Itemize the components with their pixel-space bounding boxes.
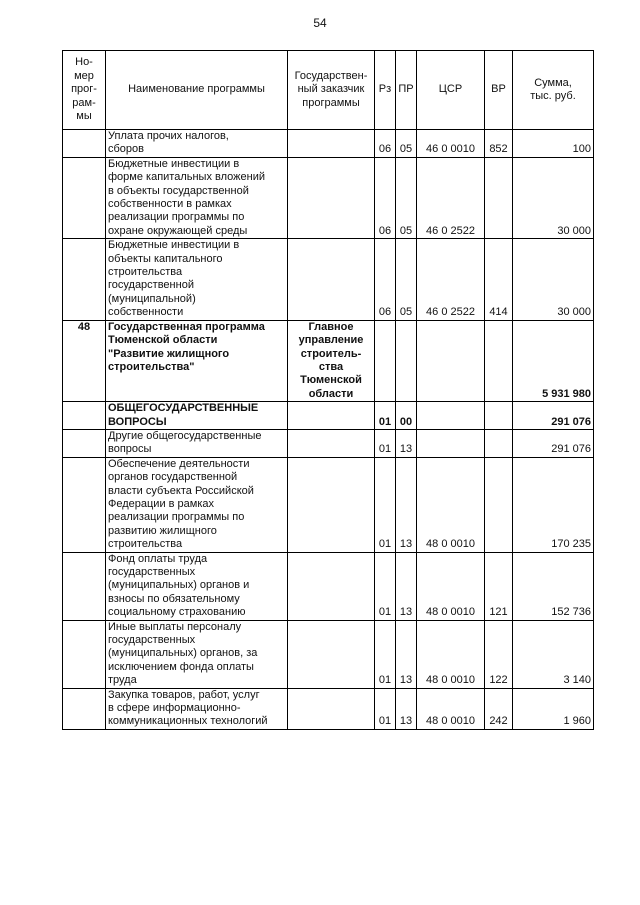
row-rz: 01 <box>375 402 396 430</box>
row-csr: 48 0 0010 <box>417 552 485 620</box>
row-sum: 1 960 <box>513 688 594 729</box>
row-sum: 3 140 <box>513 620 594 688</box>
row-name: Фонд оплаты труда государственных (муниципальных) органов и взносы по обязательному социальному страхованию <box>106 552 288 620</box>
table-row <box>63 457 594 552</box>
row-name: Иные выплаты персоналу государственных (муниципальных) органов, за исключением фонда оплаты труда <box>106 620 288 688</box>
header-customer: Государствен- ный заказчик программы <box>288 51 375 130</box>
row-name: Бюджетные инвестиции в объекты капитального строительства государственной (муниципальной) собственности <box>106 239 288 320</box>
row-vr: 852 <box>485 130 513 158</box>
row-vr: 414 <box>485 239 513 320</box>
row-sum: 30 000 <box>513 239 594 320</box>
row-csr <box>417 402 485 430</box>
row-customer <box>288 620 375 688</box>
row-rz: 06 <box>375 130 396 158</box>
header-rz: Рз <box>375 51 396 130</box>
row-program-number <box>63 552 106 620</box>
row-pr: 13 <box>396 552 417 620</box>
row-vr <box>485 457 513 552</box>
row-program-number: 48 <box>63 320 106 401</box>
row-customer <box>288 239 375 320</box>
row-pr: 05 <box>396 157 417 238</box>
row-csr <box>417 320 485 401</box>
budget-table <box>62 50 594 730</box>
row-vr: 122 <box>485 620 513 688</box>
row-rz: 01 <box>375 429 396 457</box>
row-name: ОБЩЕГОСУДАРСТВЕННЫЕ ВОПРОСЫ <box>106 402 288 430</box>
row-vr <box>485 320 513 401</box>
row-name: Уплата прочих налогов, сборов <box>106 130 288 158</box>
row-program-number <box>63 457 106 552</box>
row-sum: 100 <box>513 130 594 158</box>
row-sum: 5 931 980 <box>513 320 594 401</box>
row-name: Бюджетные инвестиции в форме капитальных вложений в объекты государственной собственности в рамках реализации программы по охране окружающей среды <box>106 157 288 238</box>
table-body <box>63 130 594 730</box>
row-vr: 242 <box>485 688 513 729</box>
row-rz: 01 <box>375 688 396 729</box>
row-pr: 00 <box>396 402 417 430</box>
row-customer <box>288 130 375 158</box>
row-pr: 05 <box>396 239 417 320</box>
row-rz: 06 <box>375 157 396 238</box>
row-csr: 48 0 0010 <box>417 457 485 552</box>
header-program-number: Но- мер прог- рам- мы <box>63 51 106 130</box>
table-row <box>63 320 594 401</box>
header-csr: ЦСР <box>417 51 485 130</box>
row-csr <box>417 429 485 457</box>
row-sum: 30 000 <box>513 157 594 238</box>
row-csr: 48 0 0010 <box>417 620 485 688</box>
row-name: Закупка товаров, работ, услуг в сфере информационно- коммуникационных технологий <box>106 688 288 729</box>
row-pr: 05 <box>396 130 417 158</box>
page-number: 54 <box>313 16 327 30</box>
row-customer <box>288 457 375 552</box>
row-vr <box>485 429 513 457</box>
row-customer <box>288 402 375 430</box>
row-pr <box>396 320 417 401</box>
row-csr: 46 0 0010 <box>417 130 485 158</box>
table-row <box>63 157 594 238</box>
row-pr: 13 <box>396 688 417 729</box>
row-pr: 13 <box>396 620 417 688</box>
row-rz <box>375 320 396 401</box>
row-rz: 01 <box>375 457 396 552</box>
table-row <box>63 688 594 729</box>
row-program-number <box>63 620 106 688</box>
row-name: Другие общегосударственные вопросы <box>106 429 288 457</box>
table-row <box>63 239 594 320</box>
table-row <box>63 402 594 430</box>
row-sum: 291 076 <box>513 402 594 430</box>
table-row <box>63 620 594 688</box>
row-pr: 13 <box>396 429 417 457</box>
row-vr <box>485 157 513 238</box>
table-row <box>63 130 594 158</box>
row-program-number <box>63 130 106 158</box>
row-customer <box>288 552 375 620</box>
row-customer <box>288 157 375 238</box>
row-program-number <box>63 157 106 238</box>
row-program-number <box>63 688 106 729</box>
row-csr: 46 0 2522 <box>417 157 485 238</box>
header-pr: ПР <box>396 51 417 130</box>
table-row <box>63 429 594 457</box>
table-header-row <box>63 51 594 130</box>
row-program-number <box>63 429 106 457</box>
row-sum: 170 235 <box>513 457 594 552</box>
row-sum: 152 736 <box>513 552 594 620</box>
row-rz: 01 <box>375 552 396 620</box>
row-pr: 13 <box>396 457 417 552</box>
row-csr: 46 0 2522 <box>417 239 485 320</box>
row-customer <box>288 429 375 457</box>
row-program-number <box>63 239 106 320</box>
row-customer: Главное управление строитель- ства Тюменской области <box>288 320 375 401</box>
table-row <box>63 552 594 620</box>
row-name: Обеспечение деятельности органов государственной власти субъекта Российской Федерации в рамках реализации программы по развитию жилищного строительства <box>106 457 288 552</box>
row-vr <box>485 402 513 430</box>
row-customer <box>288 688 375 729</box>
header-vr: ВР <box>485 51 513 130</box>
row-rz: 01 <box>375 620 396 688</box>
header-sum: Сумма, тыс. руб. <box>513 51 594 130</box>
row-rz: 06 <box>375 239 396 320</box>
header-program-name: Наименование программы <box>106 51 288 130</box>
row-program-number <box>63 402 106 430</box>
row-vr: 121 <box>485 552 513 620</box>
row-csr: 48 0 0010 <box>417 688 485 729</box>
row-name: Государственная программа Тюменской области "Развитие жилищного строительства" <box>106 320 288 401</box>
row-sum: 291 076 <box>513 429 594 457</box>
